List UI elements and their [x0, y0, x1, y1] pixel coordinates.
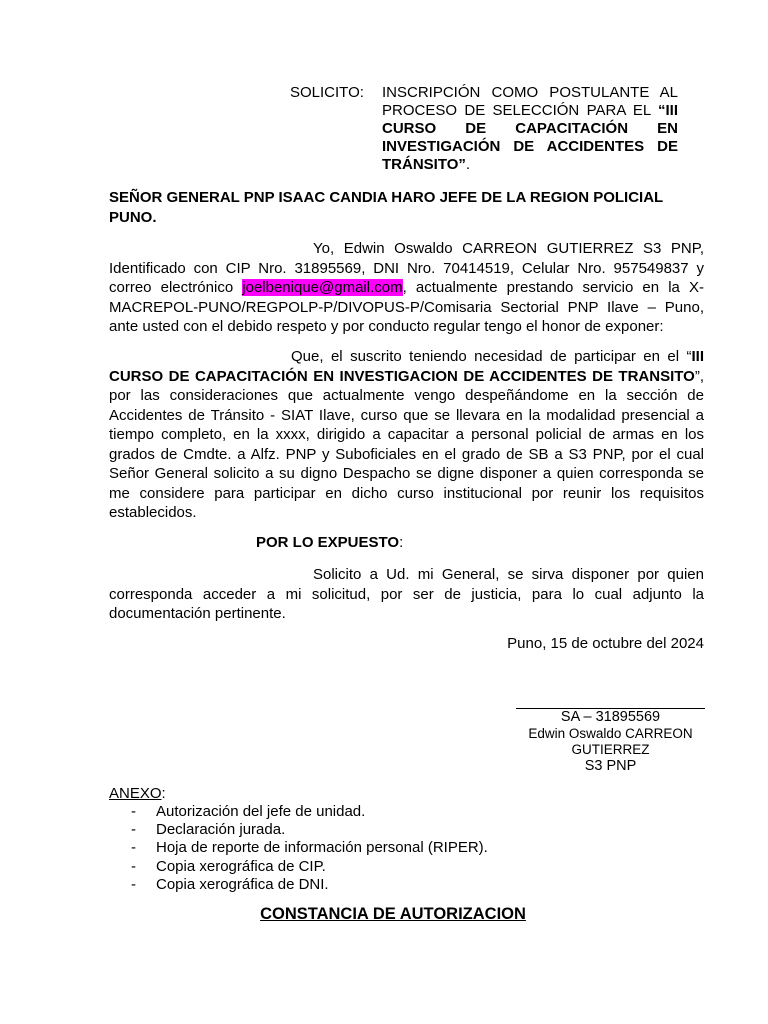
bullet-dash: - [131, 803, 136, 820]
bullet-dash: - [131, 875, 136, 893]
solicito-text-bold: “III CURSO DE CAPACITACIÓN EN INVESTIGACIÓN DE ACCIDENTES DE TRÁNSITO” [382, 102, 678, 173]
solicito-text [382, 84, 678, 174]
signature-rank: S3 PNP [584, 758, 637, 774]
solicito-label: SOLICITO: [290, 84, 364, 101]
anexo-item [109, 821, 488, 839]
anexo-item [109, 839, 488, 857]
anexo-item-text: Declaración jurada. [156, 821, 286, 839]
anexo-item-text: Hoja de reporte de información personal (RIPER). [156, 839, 488, 857]
anexo-title: ANEXO [109, 785, 162, 802]
anexo-item-text: Copia xerográfica de DNI. [156, 875, 329, 893]
bullet-dash: - [131, 857, 136, 875]
anexo-colon: : [161, 785, 166, 802]
anexo-item [109, 858, 488, 876]
signature-name-line2: GUTIERREZ [571, 742, 650, 757]
place-date: Puno, 15 de octubre del 2024 [507, 635, 704, 652]
solicito-text-plain: INSCRIPCIÓN COMO POSTULANTE AL PROCESO DE SELECCIÓN PARA EL [382, 84, 678, 119]
solicito-text-end: . [465, 156, 471, 173]
anexo-item-text: Autorización del jefe de unidad. [156, 803, 366, 820]
por-lo-expuesto-colon: : [399, 534, 404, 551]
intro-text-after-email: , actualmente prestando servicio en la X-MACREPOL-PUNO/REGPOLP-P/DIVOPUS-P/Comisaria Sectorial PNP Ilave – Puno, ante usted con el debido respeto y por conducto regular tengo el honor de exponer: [109, 279, 704, 335]
anexo-list [109, 803, 488, 894]
intro-text-before-email: Yo, Edwin Oswaldo CARREON GUTIERREZ S3 PNP, Identificado con CIP Nro. 31895569, DNI Nro. 70414519, Celular Nro. 957549837 y correo electrónico [109, 240, 704, 296]
signature-block [516, 709, 705, 775]
signature-cip: SA – 31895569 [560, 709, 661, 725]
bullet-dash: - [131, 821, 136, 839]
email-address: joelbenique@gmail.com [242, 279, 403, 296]
por-lo-expuesto-label: POR LO EXPUESTO [256, 534, 400, 551]
anexo-item-text: Copia xerográfica de CIP. [156, 857, 326, 875]
paragraph-request [109, 347, 704, 523]
anexo-block [109, 785, 488, 894]
paragraph-conclusion: Solicito a Ud. mi General, se sirva disponer por quien corresponda acceder a mi solicitud, por ser de justicia, para lo cual adjunto la documentación pertinente. [109, 566, 704, 622]
course-name: III CURSO DE CAPACITACIÓN EN INVESTIGACION DE ACCIDENTES DE TRANSITO [109, 348, 704, 385]
request-text-before: Que, el suscrito teniendo necesidad de participar en el “ [291, 348, 692, 365]
solicito-block [290, 84, 678, 174]
signature-name-line1: Edwin Oswaldo CARREON [528, 726, 693, 741]
anexo-item [109, 876, 488, 894]
anexo-heading [109, 785, 488, 803]
addressee: SEÑOR GENERAL PNP ISAAC CANDIA HARO JEFE DE LA REGION POLICIAL PUNO. [109, 189, 663, 226]
paragraph-introduction [109, 239, 704, 337]
request-text-after: ”, por las consideraciones que actualmente vengo despeñándome en la sección de Accidentes de Tránsito - SIAT Ilave, curso que se llevara en la modalidad presencial a tiempo completo, en la xxxx, dirigido a capacitar a personal policial de armas en los grados de Cmdte. a Alfz. PNP y Suboficiales en el grado de SB a S3 PNP, por el cual Señor General solicito a su digno Despacho se digne disponer a quien corresponda se me considere para participar en dicho curso institucional por reunir los requisitos establecidos. [109, 367, 704, 521]
bullet-dash: - [131, 839, 136, 857]
por-lo-expuesto [256, 534, 403, 552]
constancia-title: CONSTANCIA DE AUTORIZACION [260, 905, 526, 923]
anexo-item [109, 803, 488, 821]
